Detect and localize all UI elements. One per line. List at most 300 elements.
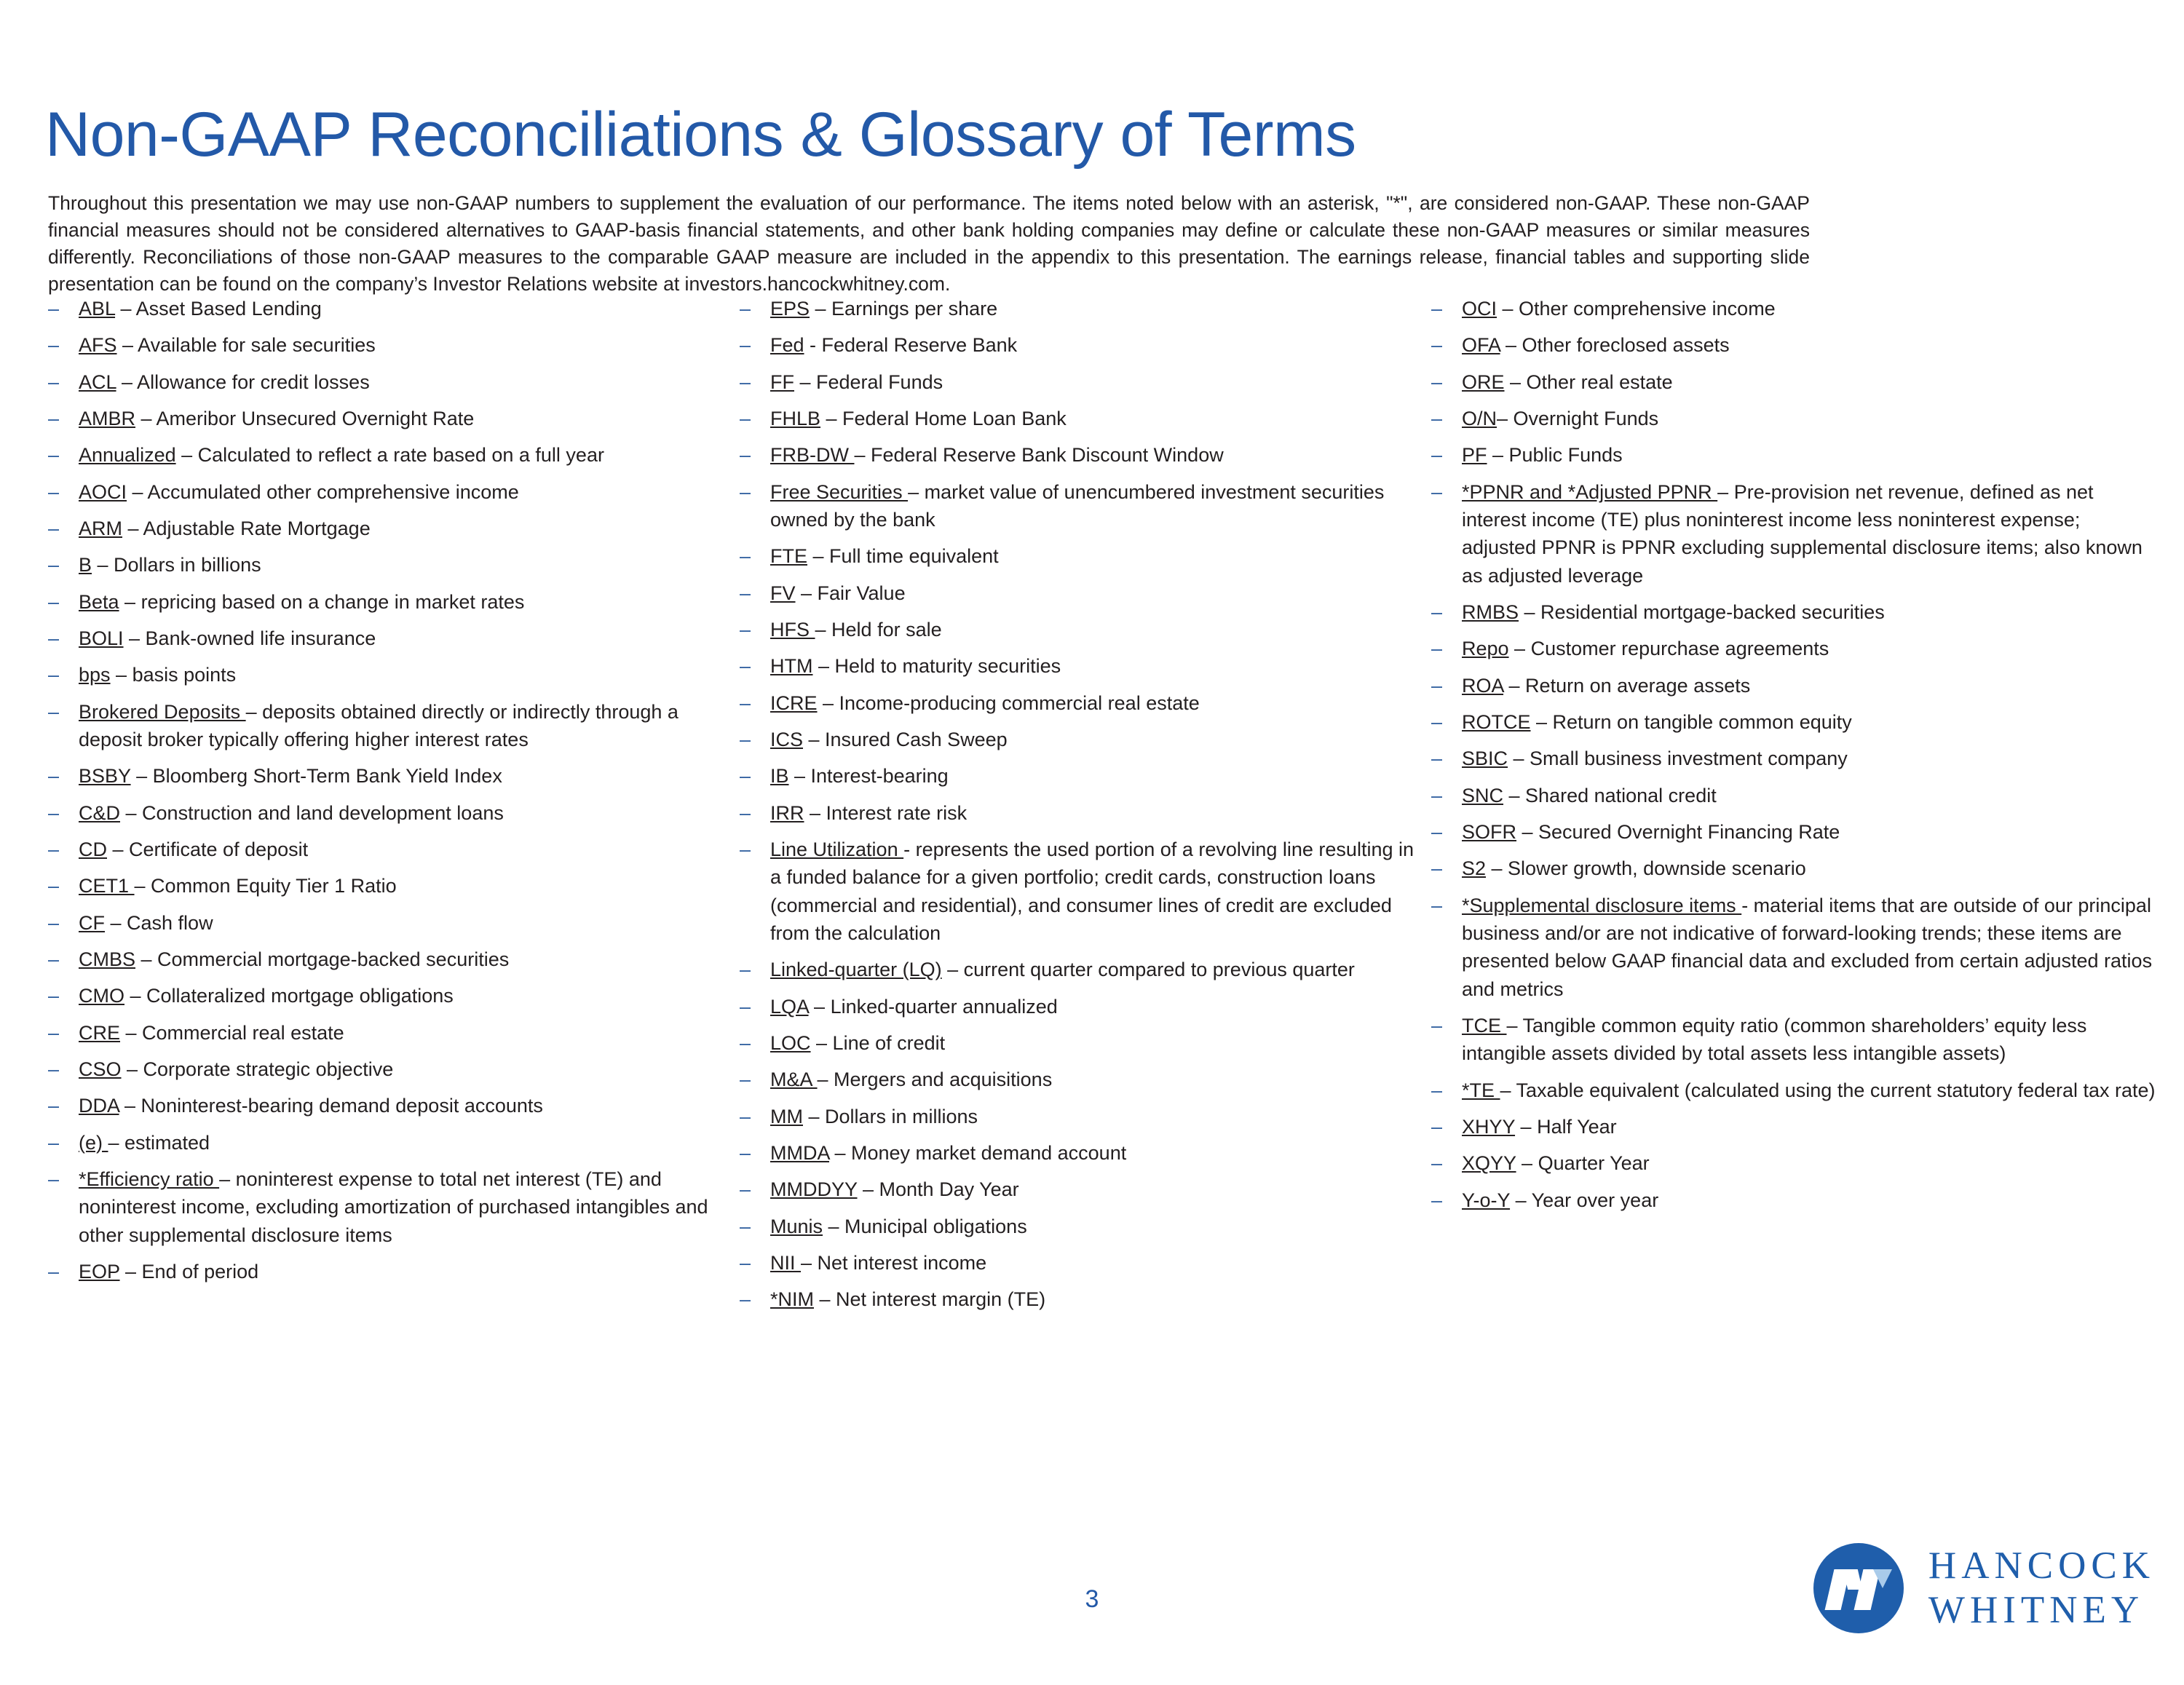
glossary-term (45, 588, 724, 616)
dash-bullet-icon: – (1431, 748, 1443, 770)
dash-bullet-icon: – (1431, 1189, 1443, 1211)
glossary-term-key: CD (79, 838, 107, 860)
glossary-term-text (79, 762, 724, 790)
glossary-term-definition: – Half Year (1515, 1115, 1617, 1138)
glossary-term (45, 836, 724, 863)
dash-bullet-icon: – (48, 298, 60, 320)
dash-bullet-icon: – (740, 407, 751, 429)
glossary-term-key: MMDDYY (770, 1178, 858, 1201)
dash-bullet-icon: – (48, 370, 60, 393)
glossary-term-definition: - Federal Reserve Bank (804, 334, 1018, 357)
glossary-term-definition: – market value of unencumbered investment securities owned by the bank (770, 480, 1385, 531)
glossary-term-text (770, 1066, 1415, 1093)
glossary-term-definition: – Available for sale securities (116, 334, 376, 357)
dash-bullet-icon: – (48, 517, 60, 539)
glossary-term-definition: – Ameribor Unsecured Overnight Rate (135, 407, 475, 429)
dash-bullet-icon: – (1431, 894, 1443, 916)
glossary-term-definition: – Quarter Year (1516, 1152, 1650, 1175)
dash-bullet-icon: – (740, 691, 751, 714)
glossary-term-definition: – Construction and land development loans (120, 801, 504, 824)
glossary-term (1428, 368, 2156, 396)
glossary-term-key: M&A (770, 1069, 818, 1091)
glossary-term-text (770, 762, 1415, 790)
glossary-term (1428, 818, 2156, 846)
glossary-term (737, 1066, 1415, 1093)
glossary-term-text (79, 1055, 724, 1083)
dash-bullet-icon: – (740, 1031, 751, 1054)
dash-bullet-icon: – (48, 554, 60, 576)
glossary-term (1428, 745, 2156, 772)
glossary-term-text (79, 625, 724, 652)
glossary-term-text (770, 441, 1415, 469)
glossary-term-text (79, 331, 724, 359)
dash-bullet-icon: – (1431, 298, 1443, 320)
dash-bullet-icon: – (740, 801, 751, 824)
glossary-term-key: MMDA (770, 1141, 829, 1164)
glossary-term-definition: – Tangible common equity ratio (common shareholders’ equity less intangible assets divided by total assets less intangible assets) (1462, 1014, 2087, 1065)
glossary-term-definition: – Adjustable Rate Mortgage (122, 517, 371, 539)
dash-bullet-icon: – (740, 765, 751, 788)
dash-bullet-icon: – (740, 444, 751, 467)
glossary-term-definition: – Certificate of deposit (107, 838, 309, 860)
dash-bullet-icon: – (1431, 1152, 1443, 1175)
glossary-term-text (770, 579, 1415, 607)
glossary-term-key: FRB-DW (770, 444, 855, 467)
glossary-term-definition: – Interest-bearing (788, 765, 949, 788)
glossary-term-key: ARM (79, 517, 122, 539)
glossary-term-text (1462, 708, 2156, 736)
glossary-term-key: CMBS (79, 948, 136, 970)
glossary-term-text (79, 368, 724, 396)
glossary-term (1428, 405, 2156, 432)
glossary-term-key: Munis (770, 1215, 823, 1237)
dash-bullet-icon: – (1431, 600, 1443, 623)
dash-bullet-icon: – (740, 1069, 751, 1091)
glossary-term-definition: – Net interest income (801, 1251, 987, 1274)
hancock-whitney-w-icon (1813, 1543, 1904, 1633)
glossary-term (1428, 331, 2156, 359)
glossary-term (1428, 295, 2156, 322)
glossary-term-key: Free Securities (770, 480, 909, 503)
glossary-term-text (770, 652, 1415, 680)
dash-bullet-icon: – (48, 590, 60, 613)
glossary-term (1428, 1012, 2156, 1068)
glossary-term-text (770, 956, 1415, 983)
glossary-term-key: Beta (79, 590, 119, 613)
glossary-term-text (770, 1175, 1415, 1203)
glossary-term-text (770, 1213, 1415, 1240)
glossary-term-key: IRR (770, 801, 804, 824)
glossary-term (737, 368, 1415, 396)
glossary-term-key: AFS (79, 334, 117, 357)
dash-bullet-icon: – (740, 1141, 751, 1164)
glossary-term-text (79, 982, 724, 1010)
glossary-term (737, 331, 1415, 359)
dash-bullet-icon: – (740, 370, 751, 393)
glossary-term (737, 1285, 1415, 1313)
dash-bullet-icon: – (1431, 444, 1443, 467)
glossary-term-key: ACL (79, 370, 116, 393)
glossary-term (737, 1249, 1415, 1277)
glossary-column-3 (1428, 295, 2156, 1223)
brand-wordmark-line-2: WHITNEY (1928, 1589, 2145, 1631)
dash-bullet-icon: – (740, 545, 751, 568)
glossary-term-key: *TE (1462, 1079, 1500, 1101)
dash-bullet-icon: – (1431, 857, 1443, 880)
glossary-term (1428, 1186, 2156, 1214)
glossary-term-definition: – Earnings per share (810, 298, 998, 320)
glossary-term-key: PF (1462, 444, 1487, 467)
dash-bullet-icon: – (740, 1251, 751, 1274)
glossary-term-key: IB (770, 765, 789, 788)
glossary-term-key: S2 (1462, 857, 1487, 880)
glossary-term-key: RMBS (1462, 600, 1519, 623)
glossary-term (737, 689, 1415, 717)
glossary-term-definition: – Money market demand account (829, 1141, 1127, 1164)
glossary-term-key: Line Utilization (770, 838, 904, 860)
glossary-term-key: Annualized (79, 444, 176, 467)
glossary-term-text (770, 1103, 1415, 1130)
glossary-term-key: LOC (770, 1031, 811, 1054)
brand-wordmark-line-1: HANCOCK (1928, 1544, 2155, 1587)
dash-bullet-icon: – (48, 911, 60, 934)
glossary-term-key: FV (770, 582, 796, 604)
glossary-term (1428, 635, 2156, 662)
glossary-term (737, 726, 1415, 753)
glossary-term (1428, 598, 2156, 626)
glossary-term-definition: – Income-producing commercial real estate (817, 691, 1200, 714)
glossary-term (737, 616, 1415, 643)
brand-logo (1813, 1543, 2155, 1633)
glossary-term-definition: – repricing based on a change in market rates (119, 590, 525, 613)
glossary-term (45, 1258, 724, 1285)
glossary-term-text (1462, 1113, 2156, 1141)
glossary-term (45, 295, 724, 322)
glossary-term (45, 661, 724, 689)
glossary-term-definition: – Noninterest-bearing demand deposit accounts (119, 1095, 543, 1117)
glossary-term-definition: – Accumulated other comprehensive income (127, 480, 519, 503)
glossary-term-key: OCI (1462, 298, 1497, 320)
glossary-term-definition: – Customer repurchase agreements (1508, 638, 1829, 660)
glossary-term-text (79, 872, 724, 900)
dash-bullet-icon: – (48, 1058, 60, 1080)
glossary-term-definition: – Dollars in billions (92, 554, 261, 576)
glossary-term-text (1462, 405, 2156, 432)
glossary-term (45, 762, 724, 790)
glossary-term-definition: – Commercial mortgage-backed securities (135, 948, 510, 970)
glossary-term-text (1462, 745, 2156, 772)
glossary-term-definition: – Cash flow (105, 911, 213, 934)
dash-bullet-icon: – (1431, 1115, 1443, 1138)
glossary-term-text (770, 542, 1415, 570)
glossary-term-definition: – noninterest expense to total net interest (TE) and noninterest income, excluding amortization of purchased intangibles and other supplemental disclosure items (79, 1167, 708, 1246)
glossary-term (45, 1055, 724, 1083)
glossary-term (1428, 1149, 2156, 1177)
glossary-term-key: ROA (1462, 674, 1504, 697)
glossary-term-key: ICS (770, 728, 804, 750)
glossary-term-definition: – current quarter compared to previous quarter (941, 959, 1355, 981)
glossary-term-text (79, 1165, 724, 1249)
glossary-term-definition: – Small business investment company (1508, 748, 1848, 770)
glossary-term-definition: – Return on average assets (1503, 674, 1751, 697)
glossary-term-definition: – Pre-provision net revenue, defined as net interest income (TE) plus noninterest income less noninterest expense; adjusted PPNR is PPNR excluding supplemental disclosure items; also known as adjusted leverage (1462, 480, 2143, 587)
glossary-term-text (1462, 855, 2156, 882)
glossary-term-key: *Efficiency ratio (79, 1167, 220, 1190)
glossary-term-text (770, 295, 1415, 322)
glossary-term (45, 368, 724, 396)
glossary-term-key: B (79, 554, 92, 576)
glossary-term-text (770, 405, 1415, 432)
glossary-term-key: EOP (79, 1260, 120, 1282)
glossary-term-text (79, 1019, 724, 1047)
glossary-term-text (79, 441, 724, 469)
glossary-term-key: (e) (79, 1131, 108, 1154)
dash-bullet-icon: – (48, 838, 60, 860)
glossary-term-key: O/N (1462, 407, 1497, 429)
dash-bullet-icon: – (48, 765, 60, 788)
glossary-term (737, 762, 1415, 790)
dash-bullet-icon: – (740, 618, 751, 641)
glossary-term (737, 836, 1415, 947)
glossary-term-definition: – Mergers and acquisitions (817, 1069, 1053, 1091)
glossary-term-text (1462, 478, 2156, 590)
glossary-term-definition: – Collateralized mortgage obligations (124, 985, 454, 1007)
dash-bullet-icon: – (740, 838, 751, 860)
glossary-term-key: BSBY (79, 765, 131, 788)
glossary-term-definition: - represents the used portion of a revolving line resulting in a funded balance for a given portfolio; credit cards, construction loans (commercial and residential), and consumer lines of credit are excluded from the calculation (770, 838, 1414, 944)
glossary-column-1 (45, 295, 737, 1294)
glossary-term (45, 551, 724, 579)
glossary-term-key: HTM (770, 655, 813, 678)
glossary-term-key: *PPNR and *Adjusted PPNR (1462, 480, 1718, 503)
glossary-term (1428, 1113, 2156, 1141)
dash-bullet-icon: – (48, 1021, 60, 1044)
glossary-term (45, 909, 724, 937)
glossary-term-definition: – Other real estate (1504, 370, 1673, 393)
glossary-term-text (79, 478, 724, 506)
dash-bullet-icon: – (48, 700, 60, 723)
glossary-term (45, 515, 724, 542)
dash-bullet-icon: – (1431, 370, 1443, 393)
glossary-term-text (770, 836, 1415, 947)
glossary-term-key: *Supplemental disclosure items (1462, 894, 1742, 916)
glossary-term-text (79, 295, 724, 322)
dash-bullet-icon: – (740, 582, 751, 604)
dash-bullet-icon: – (740, 728, 751, 750)
glossary-term-key: CRE (79, 1021, 121, 1044)
glossary-term-text (770, 726, 1415, 753)
dash-bullet-icon: – (740, 995, 751, 1018)
glossary-term-text (79, 1092, 724, 1119)
glossary-term-key: *NIM (770, 1288, 814, 1311)
glossary-term (45, 1129, 724, 1157)
glossary-term-text (770, 616, 1415, 643)
glossary-term (45, 982, 724, 1010)
glossary-term-definition: – Year over year (1510, 1189, 1659, 1211)
glossary-term (737, 1139, 1415, 1167)
glossary-term-key: Repo (1462, 638, 1509, 660)
dash-bullet-icon: – (1431, 820, 1443, 843)
glossary-term-key: CF (79, 911, 105, 934)
glossary-term (737, 956, 1415, 983)
glossary-term-key: CET1 (79, 875, 135, 897)
glossary-term (737, 405, 1415, 432)
dash-bullet-icon: – (48, 1167, 60, 1190)
glossary-term-key: XHYY (1462, 1115, 1516, 1138)
glossary-term-text (79, 1258, 724, 1285)
dash-bullet-icon: – (740, 1105, 751, 1127)
glossary-term-text (1462, 818, 2156, 846)
glossary-term-key: Fed (770, 334, 804, 357)
glossary-term-text (79, 588, 724, 616)
glossary-term-key: BOLI (79, 627, 124, 649)
glossary-term (737, 295, 1415, 322)
dash-bullet-icon: – (1431, 334, 1443, 357)
glossary-term-definition: – Other foreclosed assets (1500, 334, 1730, 357)
glossary-term-text (1462, 598, 2156, 626)
dash-bullet-icon: – (1431, 1079, 1443, 1101)
glossary-term-definition: – Federal Home Loan Bank (820, 407, 1067, 429)
glossary-term-text (770, 993, 1415, 1020)
glossary-term-text (1462, 635, 2156, 662)
glossary-term-key: HFS (770, 618, 815, 641)
glossary-term (45, 698, 724, 754)
glossary-term-definition: – Federal Funds (794, 370, 943, 393)
glossary-term-text (79, 698, 724, 754)
dash-bullet-icon: – (48, 875, 60, 897)
dash-bullet-icon: – (1431, 638, 1443, 660)
glossary-column-2 (737, 295, 1428, 1323)
dash-bullet-icon: – (740, 334, 751, 357)
glossary-term-text (1462, 295, 2156, 322)
glossary-term-text (1462, 892, 2156, 1003)
glossary-term-definition: – Linked-quarter annualized (808, 995, 1058, 1018)
dash-bullet-icon: – (740, 1215, 751, 1237)
glossary-term-key: DDA (79, 1095, 119, 1117)
glossary-term-text (770, 478, 1415, 534)
glossary-term-definition: – Taxable equivalent (calculated using the current statutory federal tax rate) (1500, 1079, 2156, 1101)
glossary-term-key: ORE (1462, 370, 1505, 393)
glossary-term-text (770, 799, 1415, 827)
glossary-term-definition: – deposits obtained directly or indirectly through a deposit broker typically offering higher interest rates (79, 700, 678, 750)
glossary-term-definition: – End of period (119, 1260, 259, 1282)
glossary-term-key: ROTCE (1462, 710, 1531, 733)
glossary-term-definition: – Net interest margin (TE) (814, 1288, 1046, 1311)
glossary-term-definition: – Held to maturity securities (812, 655, 1061, 678)
dash-bullet-icon: – (740, 1288, 751, 1311)
glossary-term-text (770, 1139, 1415, 1167)
glossary-term-text (770, 368, 1415, 396)
glossary-term-text (1462, 672, 2156, 699)
glossary-term (1428, 478, 2156, 590)
glossary-term (737, 441, 1415, 469)
glossary-term-text (79, 799, 724, 827)
glossary-term (45, 441, 724, 469)
glossary-term (1428, 892, 2156, 1003)
glossary-term-definition: – Other comprehensive income (1497, 298, 1776, 320)
glossary-term-key: MM (770, 1105, 803, 1127)
dash-bullet-icon: – (1431, 1014, 1443, 1036)
glossary-term-key: Brokered Deposits (79, 700, 246, 723)
dash-bullet-icon: – (1431, 784, 1443, 806)
glossary-term-key: SBIC (1462, 748, 1508, 770)
glossary-term (1428, 1077, 2156, 1104)
glossary-term-definition: – Bloomberg Short-Term Bank Yield Index (130, 765, 502, 788)
glossary-term-definition: – basis points (110, 664, 237, 686)
dash-bullet-icon: – (48, 1131, 60, 1154)
glossary-term-text (79, 909, 724, 937)
glossary-term-definition: – Slower growth, downside scenario (1486, 857, 1806, 880)
glossary-term (737, 1213, 1415, 1240)
glossary-term-text (1462, 331, 2156, 359)
glossary-term (45, 405, 724, 432)
glossary-term-key: TCE (1462, 1014, 1507, 1036)
glossary-term-text (770, 1029, 1415, 1057)
dash-bullet-icon: – (48, 627, 60, 649)
glossary-term-definition: - material items that are outside of our principal business and/or are not indicative of forward-looking trends; these items are presented below GAAP financial data and excluded from certain adjusted ratios and metrics (1462, 894, 2153, 1000)
glossary-term-text (1462, 1077, 2156, 1104)
glossary-term (1428, 782, 2156, 809)
glossary-term (737, 579, 1415, 607)
dash-bullet-icon: – (1431, 480, 1443, 503)
dash-bullet-icon: – (48, 1095, 60, 1117)
glossary-term (737, 993, 1415, 1020)
glossary-term-text (79, 1129, 724, 1157)
dash-bullet-icon: – (740, 655, 751, 678)
glossary-term (737, 652, 1415, 680)
glossary-term (1428, 672, 2156, 699)
dash-bullet-icon: – (1431, 710, 1443, 733)
dash-bullet-icon: – (48, 444, 60, 467)
glossary-term-text (79, 515, 724, 542)
glossary-term-definition: – Federal Reserve Bank Discount Window (854, 444, 1224, 467)
glossary-term-key: SOFR (1462, 820, 1517, 843)
glossary-term (45, 331, 724, 359)
glossary-term (45, 799, 724, 827)
glossary-term-key: FTE (770, 545, 807, 568)
glossary-columns (45, 295, 2156, 1323)
glossary-term-definition: – Line of credit (810, 1031, 946, 1054)
glossary-term-definition: – Asset Based Lending (115, 298, 322, 320)
dash-bullet-icon: – (740, 298, 751, 320)
glossary-term-definition: – Insured Cash Sweep (803, 728, 1008, 750)
glossary-term-key: ICRE (770, 691, 818, 714)
glossary-term-text (79, 945, 724, 973)
dash-bullet-icon: – (1431, 674, 1443, 697)
dash-bullet-icon: – (740, 480, 751, 503)
glossary-term (1428, 708, 2156, 736)
dash-bullet-icon: – (48, 664, 60, 686)
glossary-term-definition: – Corporate strategic objective (121, 1058, 394, 1080)
glossary-term-text (770, 689, 1415, 717)
glossary-term-definition: – Secured Overnight Financing Rate (1516, 820, 1840, 843)
dash-bullet-icon: – (48, 407, 60, 429)
glossary-term-definition: – Municipal obligations (823, 1215, 1027, 1237)
dash-bullet-icon: – (48, 948, 60, 970)
glossary-term-definition: – Commercial real estate (120, 1021, 344, 1044)
glossary-term (737, 478, 1415, 534)
glossary-term-definition: – Full time equivalent (807, 545, 999, 568)
glossary-term-text (770, 1249, 1415, 1277)
glossary-term-text (79, 405, 724, 432)
glossary-term-key: FHLB (770, 407, 821, 429)
page-title: Non-GAAP Reconciliations & Glossary of Terms (45, 99, 1356, 170)
glossary-term-definition: – Return on tangible common equity (1530, 710, 1852, 733)
glossary-term-key: C&D (79, 801, 121, 824)
glossary-term-definition: – Calculated to reflect a rate based on a full year (175, 444, 604, 467)
glossary-term-text (1462, 1149, 2156, 1177)
glossary-term-definition: – Dollars in millions (802, 1105, 978, 1127)
